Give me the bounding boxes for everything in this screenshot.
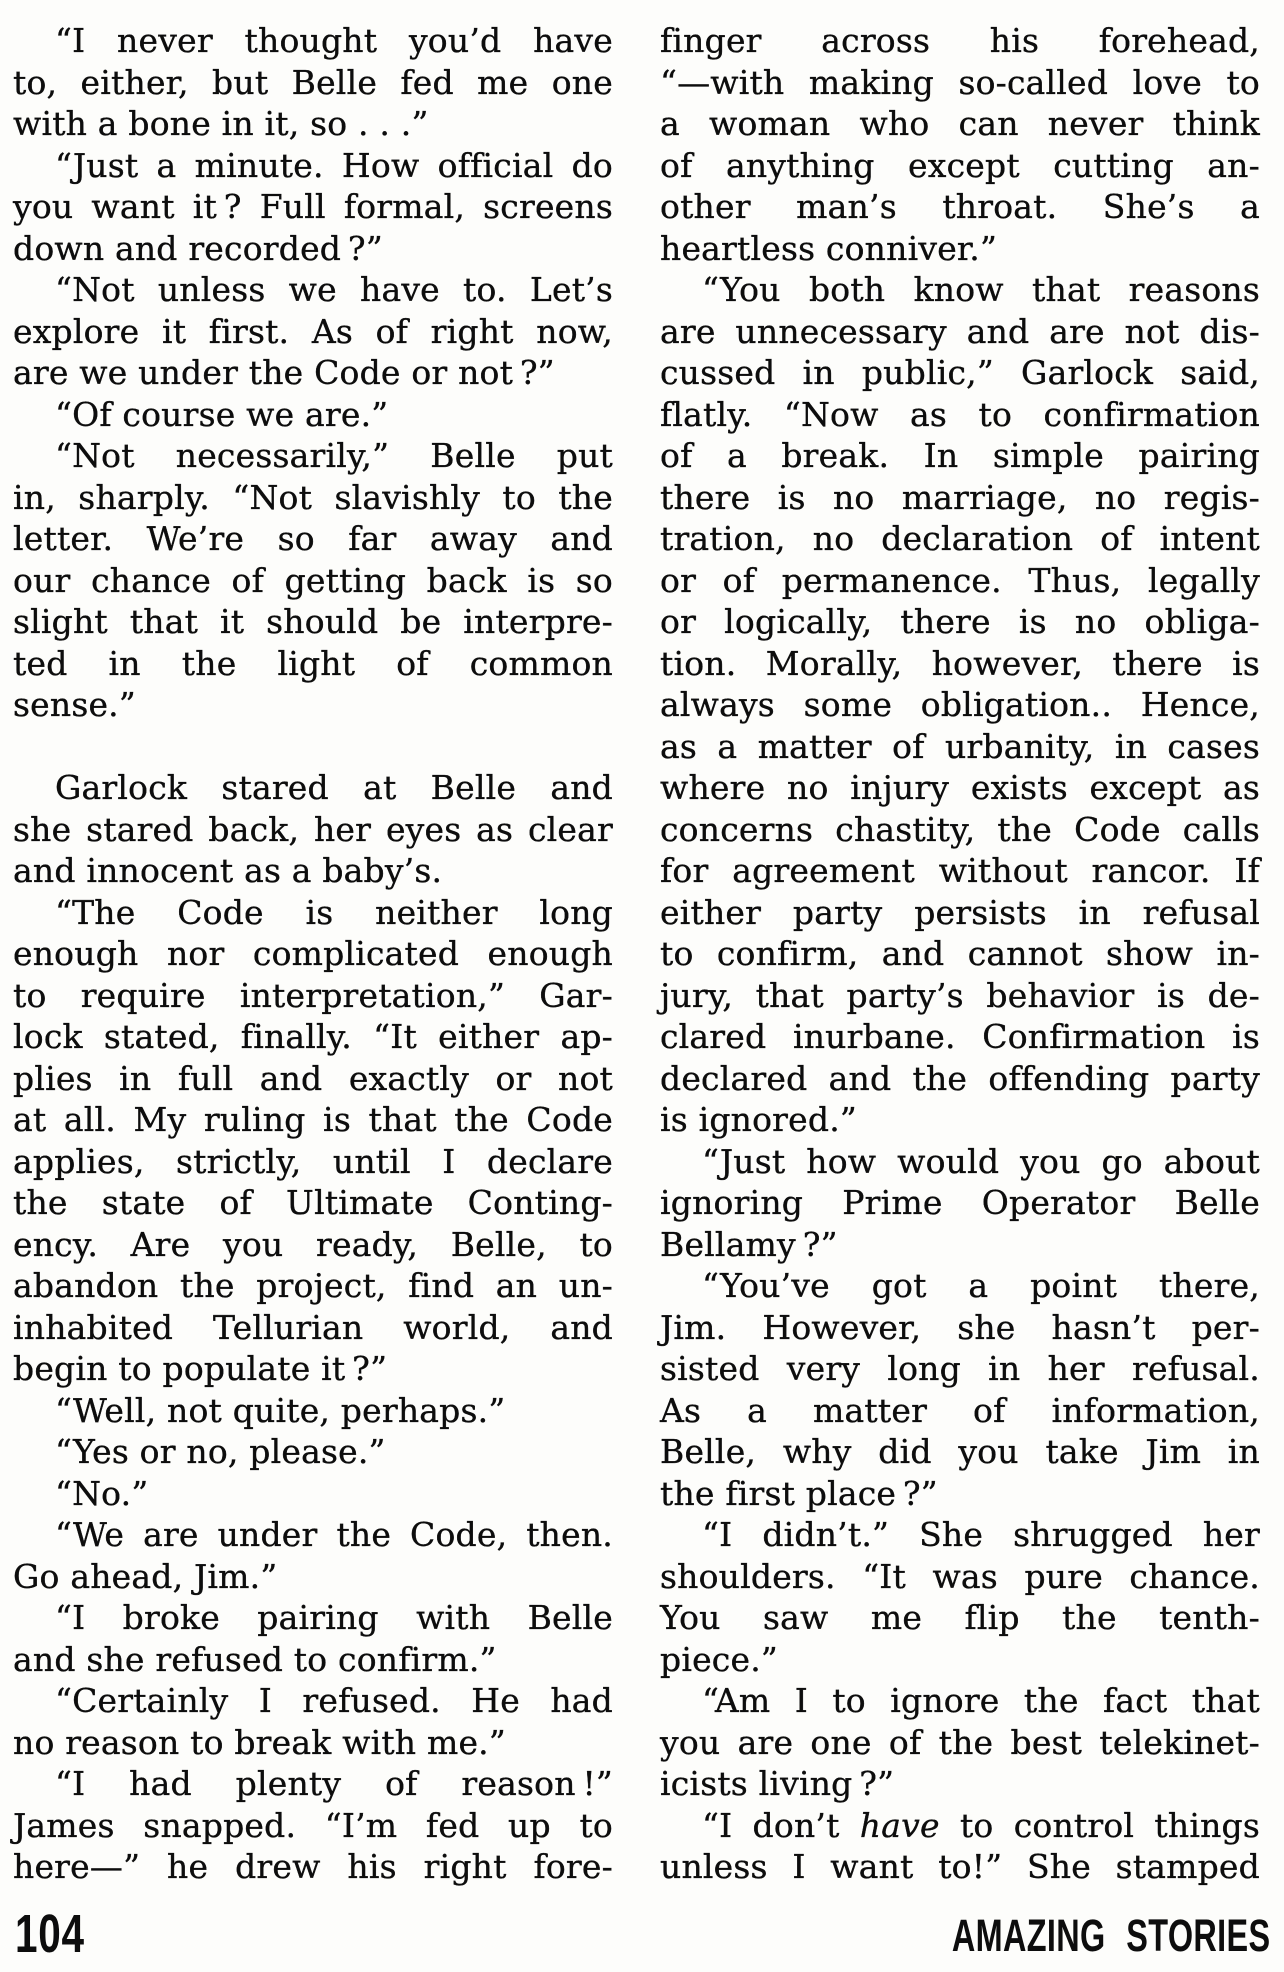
- text-line: explore it first. As of right now,: [13, 311, 613, 351]
- text-line: for agreement without rancor. If: [660, 851, 1260, 890]
- text-line: plies in full and exactly or not: [13, 1058, 613, 1098]
- text-line: you are one of the best telekinet-: [660, 1722, 1260, 1762]
- text-line: “I had plenty of reason !”: [55, 1764, 613, 1803]
- text-line: applies, strictly, until I declare: [13, 1141, 613, 1181]
- text-line: Belle, why did you take Jim in: [660, 1432, 1260, 1471]
- text-line: at all. My ruling is that the Code: [13, 1100, 613, 1139]
- text-line: in, sharply. “Not slavishly to the: [13, 477, 613, 517]
- text-line: “Not unless we have to. Let’s: [55, 270, 613, 309]
- text-line: here—” he drew his right fore-: [13, 1847, 613, 1886]
- text-line: “Well, not quite, perhaps.”: [55, 1390, 506, 1430]
- paragraph: [660, 269, 1260, 1141]
- text-line: “Not necessarily,” Belle put: [55, 436, 613, 475]
- page-number: 104: [15, 1904, 85, 1964]
- text-line: “Just a minute. How official do: [55, 145, 613, 185]
- paragraph: [13, 435, 613, 726]
- text-line: to confirm, and cannot show in-: [660, 934, 1260, 973]
- magazine-title: AMAZING STORIES: [951, 1910, 1270, 1961]
- text-line: the first place ?”: [660, 1473, 938, 1513]
- text-line: declared and the offending party: [660, 1058, 1260, 1098]
- text-line: concerns chastity, the Code calls: [660, 809, 1260, 849]
- paragraph: [13, 394, 613, 436]
- paragraph: [660, 1805, 1260, 1888]
- text-line: As a matter of information,: [660, 1390, 1260, 1430]
- paragraph: [13, 892, 613, 1390]
- text-line: down and recorded ?”: [13, 228, 383, 268]
- text-line: ignoring Prime Operator Belle: [660, 1183, 1260, 1222]
- text-line: “Yes or no, please.”: [55, 1432, 386, 1471]
- paragraph: [660, 1680, 1260, 1805]
- text-line: abandon the project, find an un-: [13, 1266, 613, 1305]
- text-line: to require interpretation,” Gar-: [13, 975, 613, 1015]
- paragraph: [13, 1514, 613, 1597]
- text-line: piece.”: [660, 1639, 778, 1679]
- paragraph: [660, 1141, 1260, 1266]
- text-line: unless I want to!” She stamped: [660, 1847, 1260, 1886]
- text-line: are we under the Code or not ?”: [13, 353, 555, 392]
- paragraph: [660, 1265, 1260, 1514]
- text-line: or logically, there is no obliga-: [660, 602, 1260, 641]
- text-line: our chance of getting back is so: [13, 560, 613, 600]
- text-line: “Just how would you go about: [702, 1141, 1260, 1181]
- text-line: Garlock stared at Belle and: [55, 768, 613, 807]
- text-line: begin to populate it ?”: [13, 1349, 388, 1388]
- text-line: ted in the light of common: [13, 643, 613, 683]
- text-line: either party persists in refusal: [660, 892, 1260, 932]
- text-line: “I never thought you’d have: [55, 21, 613, 60]
- paragraph: [13, 1597, 613, 1680]
- text-line: sense.”: [13, 685, 136, 724]
- text-line: slight that it should be interpre-: [13, 602, 613, 641]
- text-line: with a bone in it, so . . .”: [13, 104, 429, 143]
- paragraph: [13, 1680, 613, 1763]
- paragraph: [13, 145, 613, 270]
- text-line: letter. We’re so far away and: [13, 519, 613, 558]
- text-line: to, either, but Belle fed me one: [13, 62, 613, 102]
- text-line: tration, no declaration of intent: [660, 519, 1260, 558]
- text-line: enough nor complicated enough: [13, 934, 613, 973]
- text-line: are unnecessary and are not dis-: [660, 311, 1260, 351]
- text-line: as a matter of urbanity, in cases: [660, 726, 1260, 766]
- text-line: “Am I to ignore the fact that: [702, 1681, 1260, 1720]
- paragraph: [660, 20, 1260, 269]
- text-line: icists living ?”: [660, 1764, 895, 1803]
- text-line: “I didn’t.” She shrugged her: [702, 1515, 1260, 1554]
- text-line: “You’ve got a point there,: [702, 1266, 1260, 1305]
- text-line: “—with making so-called love to: [660, 62, 1260, 102]
- text-line: always some obligation.. Hence,: [660, 685, 1260, 724]
- text-line: cussed in public,” Garlock said,: [660, 353, 1260, 392]
- text-line: Jim. However, she hasn’t per-: [660, 1307, 1260, 1347]
- paragraph: [13, 1431, 613, 1473]
- text-line: “Certainly I refused. He had: [55, 1681, 613, 1720]
- text-line: jury, that party’s behavior is de-: [660, 975, 1260, 1015]
- text-line: James snapped. “I’m fed up to: [13, 1805, 613, 1845]
- text-line: lock stated, finally. “It either ap-: [13, 1017, 613, 1056]
- column-left: [13, 20, 613, 1888]
- text-line: where no injury exists except as: [660, 768, 1260, 807]
- text-line: “The Code is neither long: [55, 892, 613, 932]
- text-line: tion. Morally, however, there is: [660, 643, 1260, 683]
- text-line: of a break. In simple pairing: [660, 436, 1260, 475]
- text-line: You saw me flip the tenth-: [660, 1598, 1260, 1637]
- text-line: she stared back, her eyes as clear: [13, 809, 613, 849]
- text-line: Go ahead, Jim.”: [13, 1556, 278, 1596]
- text-line: or of permanence. Thus, legally: [660, 560, 1260, 600]
- paragraph: [13, 1473, 613, 1515]
- column-right: [660, 20, 1260, 1888]
- text-line: other man’s throat. She’s a: [660, 187, 1260, 226]
- text-line: sisted very long in her refusal.: [660, 1349, 1260, 1388]
- text-line: inhabited Tellurian world, and: [13, 1307, 613, 1347]
- text-line: Bellamy ?”: [660, 1224, 838, 1264]
- text-line: a woman who can never think: [660, 104, 1260, 143]
- text-line: “We are under the Code, then.: [55, 1515, 613, 1554]
- text-line: clared inurbane. Confirmation is: [660, 1017, 1260, 1056]
- text-line: flatly. “Now as to confirmation: [660, 394, 1260, 434]
- text-line: “I broke pairing with Belle: [55, 1598, 613, 1637]
- text-line: there is no marriage, no regis-: [660, 477, 1260, 517]
- paragraph: [13, 20, 613, 145]
- text-line: “Of course we are.”: [55, 394, 389, 434]
- paragraph: [13, 767, 613, 892]
- text-line: “No.”: [55, 1473, 149, 1513]
- text-line: the state of Ultimate Conting-: [13, 1183, 613, 1222]
- text-line: you want it ? Full formal, screens: [13, 187, 613, 226]
- text-line: and innocent as a baby’s.: [13, 851, 443, 890]
- text-line: no reason to break with me.”: [13, 1722, 506, 1762]
- text-line: shoulders. “It was pure chance.: [660, 1556, 1260, 1596]
- text-line: ency. Are you ready, Belle, to: [13, 1224, 613, 1264]
- text-line: heartless conniver.”: [660, 228, 998, 268]
- text-line: and she refused to confirm.”: [13, 1639, 497, 1679]
- paragraph: [13, 1763, 613, 1888]
- text-line: finger across his forehead,: [660, 21, 1260, 60]
- text-line: “I don’t have to control things: [702, 1805, 1260, 1845]
- paragraph: [660, 1514, 1260, 1680]
- paragraph: [13, 1390, 613, 1432]
- text-line: “You both know that reasons: [702, 270, 1260, 309]
- paragraph: [13, 269, 613, 394]
- text-line: of anything except cutting an-: [660, 145, 1260, 185]
- text-line: is ignored.”: [660, 1100, 857, 1139]
